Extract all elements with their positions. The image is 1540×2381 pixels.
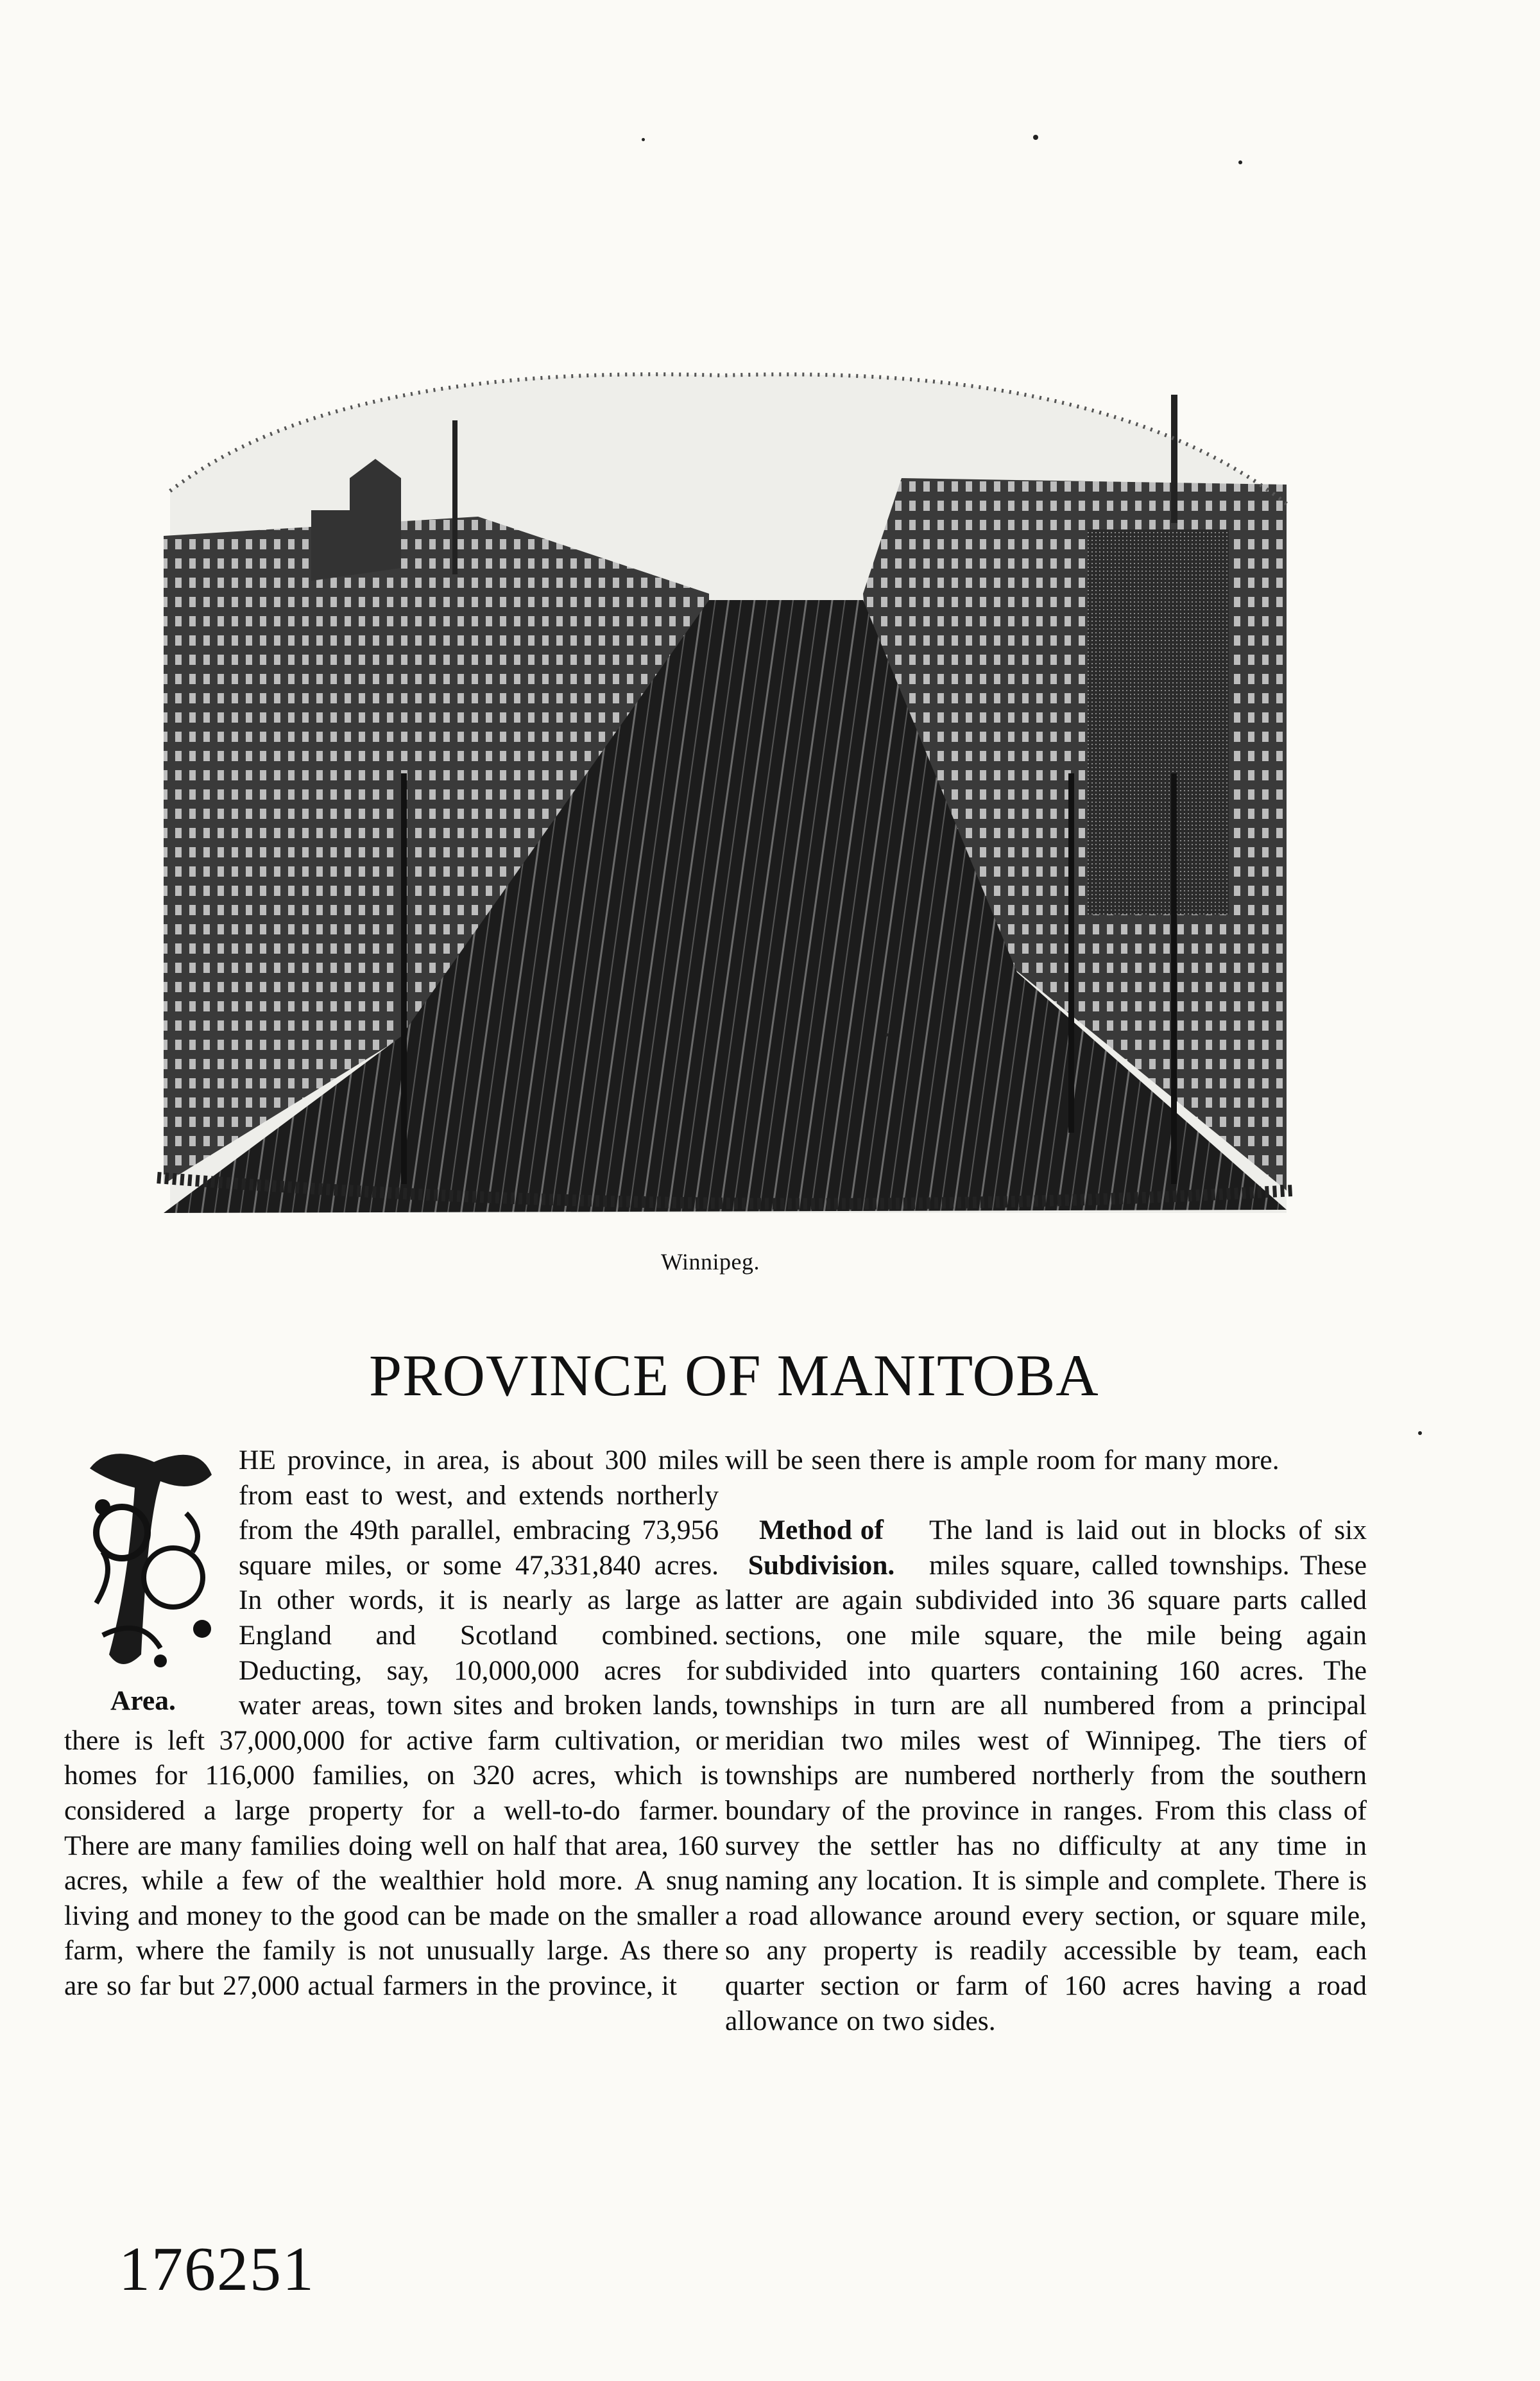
print-speck: [1033, 135, 1038, 140]
print-speck: [1238, 160, 1242, 164]
right-column: [725, 1443, 1367, 2038]
page-title: PROVINCE OF MANITOBA: [369, 1343, 1099, 1408]
figure-caption: Winnipeg.: [661, 1249, 760, 1275]
method-sidenote: [725, 1513, 918, 1583]
stamp-number: 176251: [119, 2235, 315, 2304]
ornamental-dropcap-t: [64, 1443, 225, 1719]
right-paragraph-1: will be seen there is ample room for many more.: [725, 1445, 1279, 1475]
left-column: [64, 1443, 719, 2004]
print-speck: [886, 1033, 889, 1036]
left-paragraph: HE province, in area, is about 300 miles from east to west, and extends northerly from the 49th parallel, embracing 73,956 square miles, or some 47,331,840 acres. In other words, it is nearly as large as England and Scotland combined. Deducting, say, 10,000,000 acres for water areas, town sites and broken lands, there is left 37,000,000 for active farm cultivation, or homes for 116,000 families, on 320 acres, which is considered a large property for a well-to-do farmer. There are many families doing well on half that area, 160 acres, while a few of the wealthier hold more. A snug living and money to the good can be made on the smaller farm, where the family is not unusually large. As there are so far but 27,000 actual farmers in the province, it: [64, 1445, 719, 2001]
print-speck: [642, 138, 645, 141]
method-sidenote-line1: Method of: [758, 1515, 884, 1546]
area-sidenote: Area.: [110, 1685, 176, 1717]
winnipeg-street-photo: [144, 324, 1299, 1213]
print-speck: [1418, 1431, 1422, 1435]
right-paragraph-2: The land is laid out in blocks of six miles square, called townships. These latter are again subdivided into 36 square parts called sections, one mile square, the mile being again subdivided into quarters containing 160 acres. The townships in turn are all numbered from a principal meridian two miles west of Winnipeg. The tiers of townships are numbered northerly from the southern boundary of the province in ranges. From this class of survey the settler has no difficulty at any time in naming any location. It is simple and complete. There is a road allowance around every section, or square mile, so any property is readily accessible by team, each quarter section or farm of 160 acres having a road allowance on two sides.: [725, 1515, 1367, 2036]
method-sidenote-line2: Subdivision.: [748, 1549, 895, 1581]
